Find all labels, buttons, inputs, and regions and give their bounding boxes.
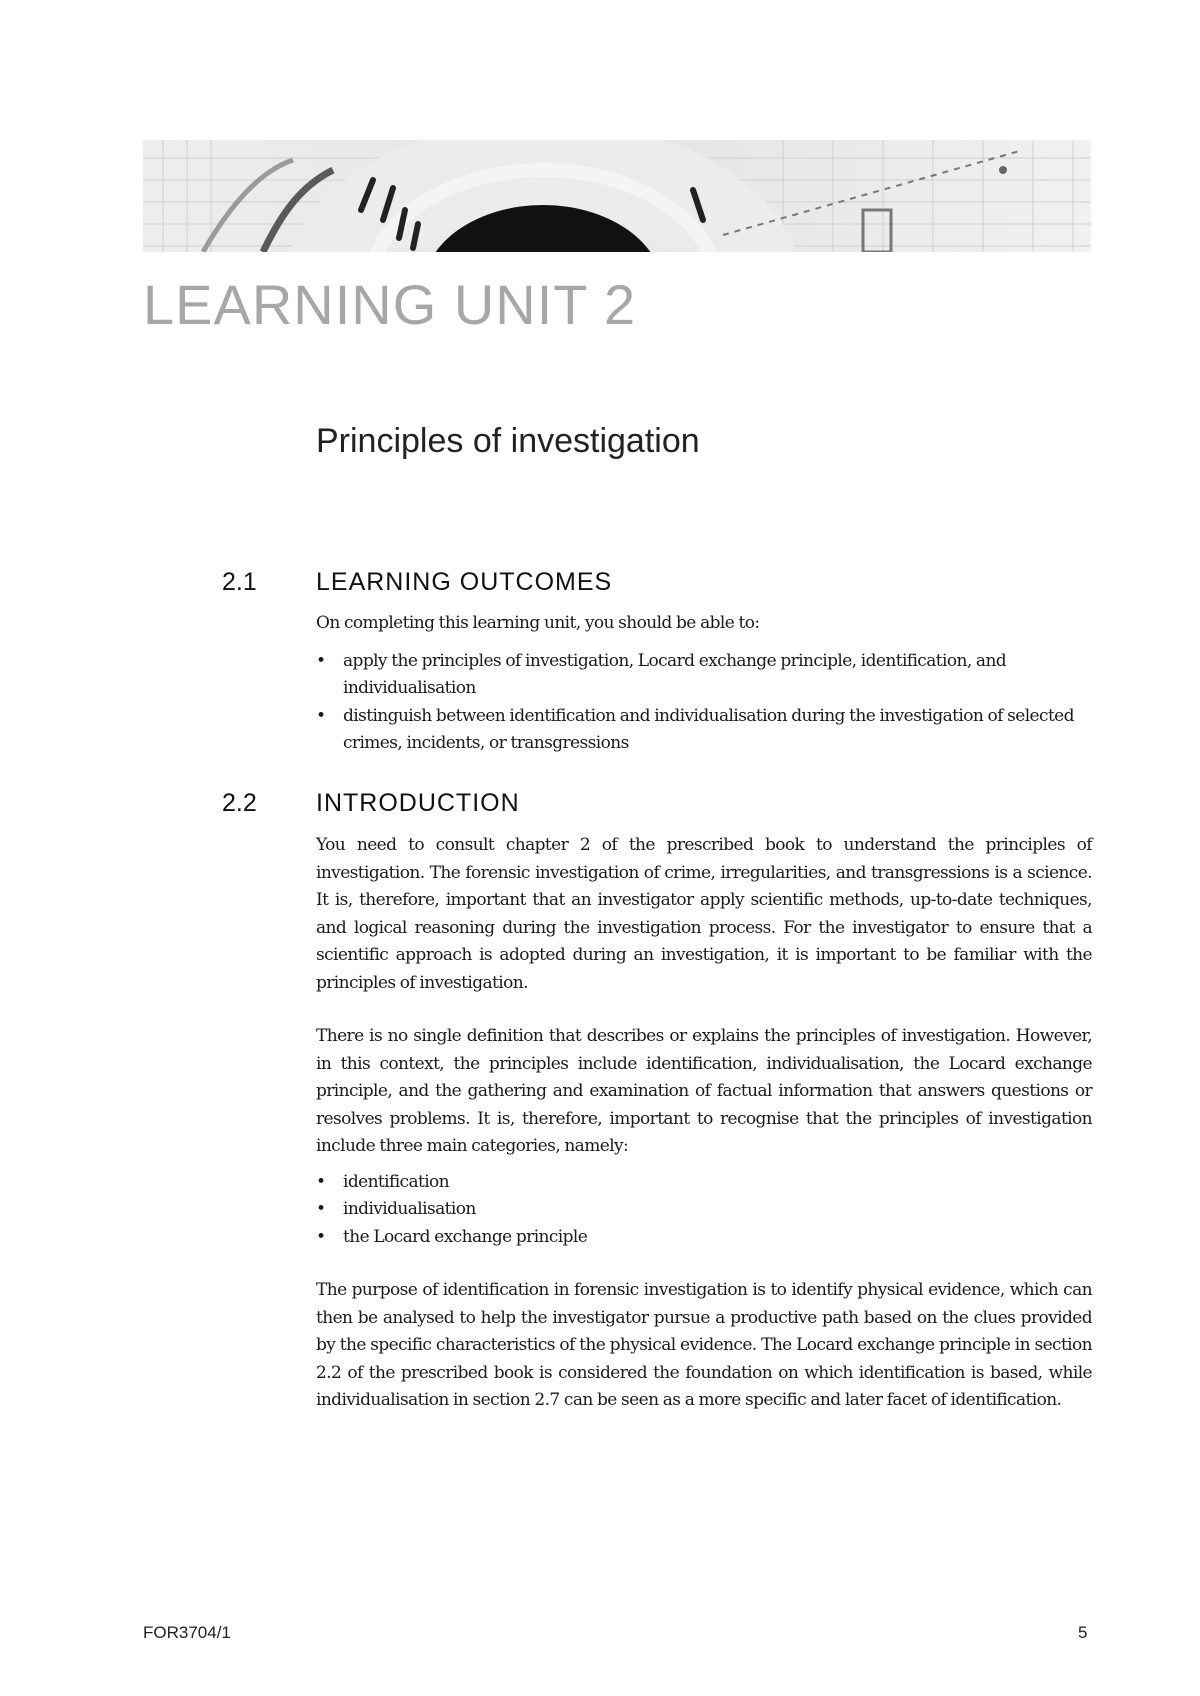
list-item [316,703,1092,758]
list-item-text: the Locard exchange principle [343,1226,588,1247]
paragraph: You need to consult chapter 2 of the prescribed book to understand the principles of investigation. The forensic investigation of crime, irregularities, and transgressions is a science. It is, therefore, important that an investigator apply scientific methods, up-to-date techniques, and logical reasoning during the investigation process. For the investigator to ensure that a scientific approach is adopted during an investigation, it is important to be familiar with the principles of investigation. [316,835,1092,993]
section-intro: On completing this learning unit, you should be able to: [316,613,760,633]
list-item [316,1224,1092,1252]
section-body [316,610,1092,758]
list-item [316,1196,1092,1224]
section-body [316,832,1092,1415]
section-heading: LEARNING OUTCOMES [316,568,613,596]
bullet-icon: • [316,1226,326,1247]
list-item-text: apply the principles of investigation, Locard exchange principle, identification, and individualisation [343,650,1007,698]
unit-subtitle: Principles of investigation [316,422,700,460]
section-heading: INTRODUCTION [316,789,520,817]
banner-graphic [143,140,1091,252]
bullet-icon: • [316,1171,326,1192]
bullet-list [316,1169,1092,1252]
list-item-text: individualisation [343,1199,476,1219]
bullet-list [316,648,1092,758]
footer-page-number: 5 [1078,1623,1088,1642]
bullet-icon: • [316,650,326,671]
bullet-icon: • [316,705,326,726]
section-number: 2.1 [222,568,257,596]
unit-title: LEARNING UNIT 2 [143,273,637,336]
paragraph: The purpose of identification in forensic investigation is to identify physical evidence, which can then be analysed to help the investigator pursue a productive path based on the clues provided by the specific characteristics of the physical evidence. The Locard exchange principle in section 2.2 of the prescribed book is considered the foundation on which identification is based, while individualisation in section 2.7 can be seen as a more specific and later facet of identification. [316,1280,1092,1410]
footer-course-code: FOR3704/1 [143,1623,231,1642]
section-number: 2.2 [222,789,257,817]
paragraph: There is no single definition that describes or explains the principles of investigation. However, in this context, the principles include identification, individualisation, the Locard exchange principle, and the gathering and examination of factual information that answers questions or resolves problems. It is, therefore, important to recognise that the principles of investigation include three main categories, namely: [316,1026,1092,1156]
header-banner-image [143,140,1091,252]
list-item [316,648,1092,703]
list-item-text: distinguish between identification and individualisation during the investigation of selected crimes, incidents, or transgressions [343,705,1074,753]
list-item [316,1169,1092,1197]
list-item-text: identification [343,1171,450,1192]
bullet-icon: • [316,1199,326,1219]
